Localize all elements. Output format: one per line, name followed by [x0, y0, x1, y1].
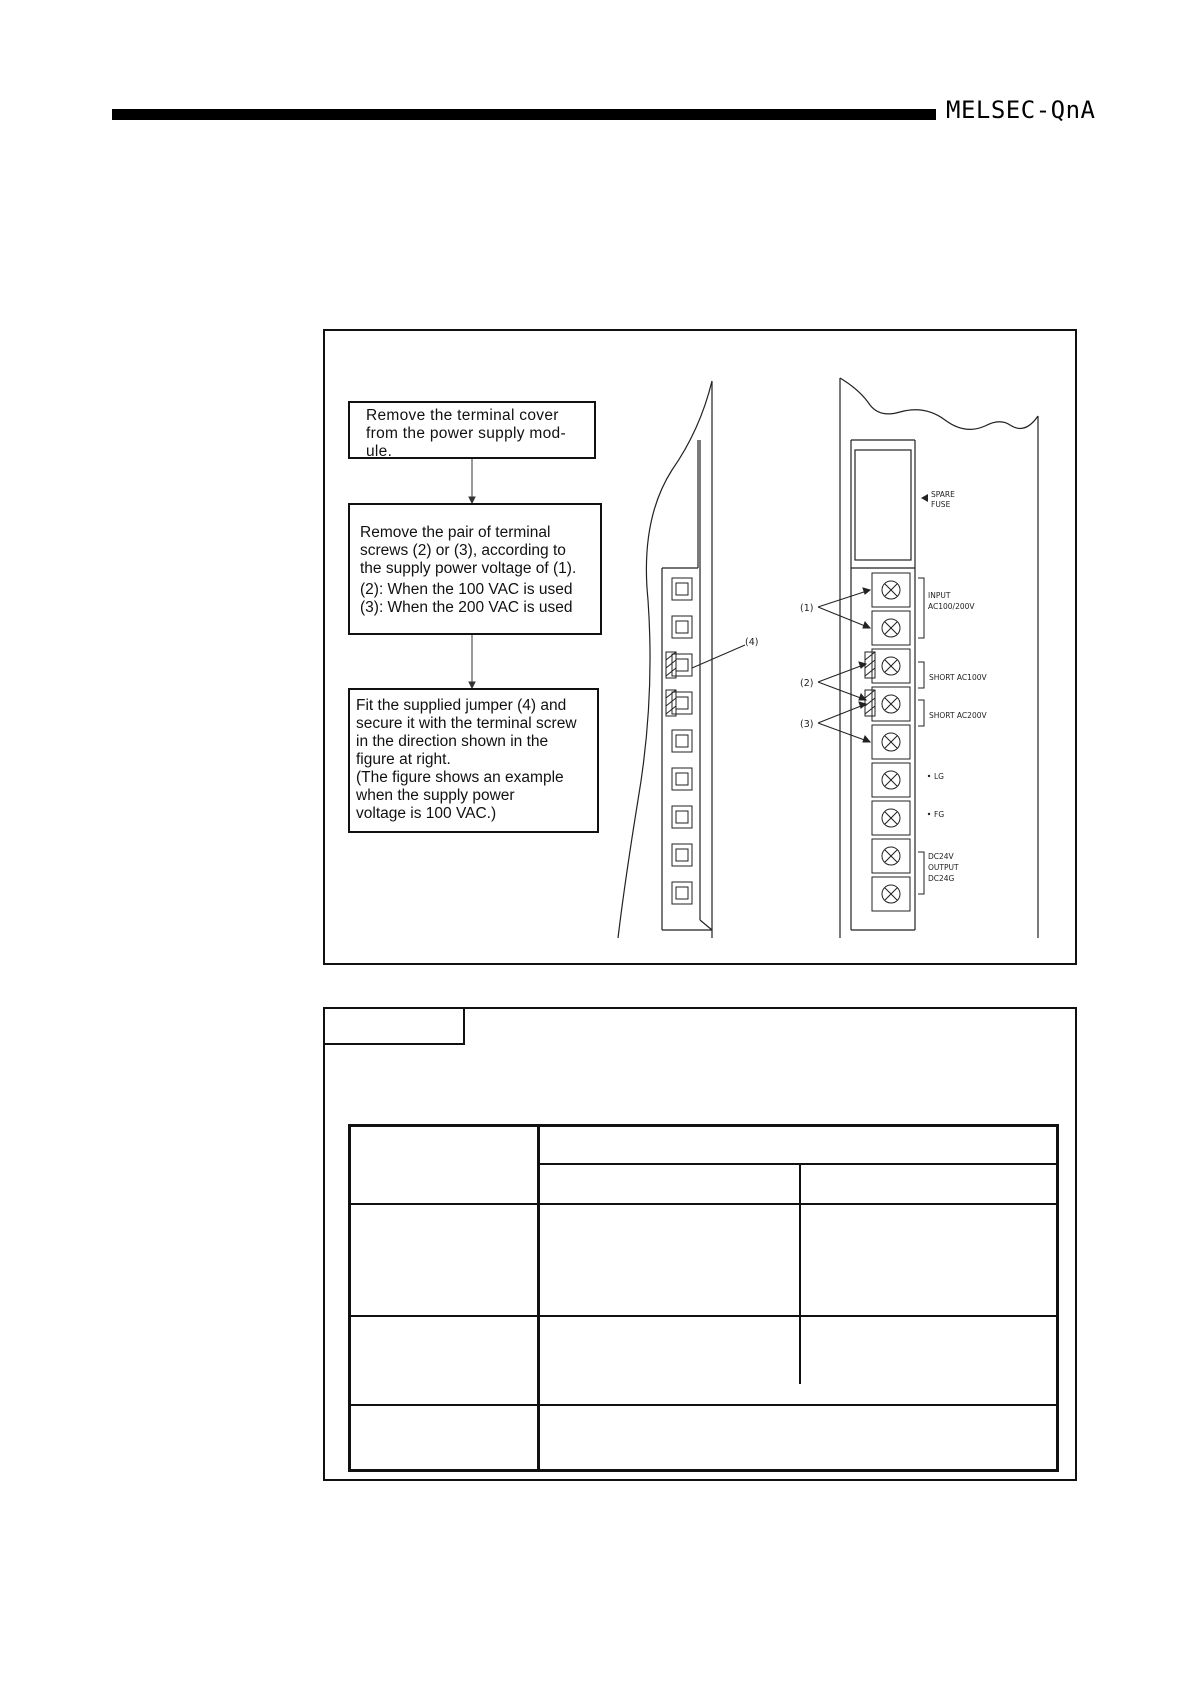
step-2-line: Remove the pair of terminal: [360, 524, 551, 541]
step-2-line: screws (2) or (3), according to: [360, 542, 566, 559]
step-3-box: [348, 688, 599, 833]
table-hline: [537, 1163, 1059, 1165]
callout-2-label: (2): [800, 678, 814, 689]
table-vline: [537, 1124, 540, 1472]
step-3-line: in the direction shown in the: [356, 733, 549, 750]
header-title: MELSEC-QnA: [946, 96, 1096, 124]
table-hline: [348, 1404, 1059, 1406]
short-ac200v-label: SHORT AC200V: [929, 711, 987, 720]
callout-1-label: (1): [800, 603, 814, 614]
spare-fuse-label: SPARE FUSE: [931, 490, 955, 509]
step-2-line: the supply power voltage of (1).: [360, 560, 577, 577]
step-3-line: when the supply power: [356, 787, 515, 804]
fg-label: FG: [934, 810, 945, 819]
table-vline: [799, 1163, 801, 1384]
spare-fuse-pointer: [921, 494, 928, 502]
step-3-line: voltage is 100 VAC.): [356, 805, 497, 822]
step-1-line: ule.: [366, 443, 393, 460]
lg-label: LG: [934, 772, 944, 781]
step-1-line: from the power supply mod-: [366, 425, 566, 442]
step-1-box: [348, 401, 596, 459]
dc-output-label: DC24V OUTPUT DC24G: [928, 852, 959, 883]
side-terminal-screws: [672, 578, 692, 904]
step-1-line: Remove the terminal cover: [366, 407, 559, 424]
step-3-line: figure at right.: [356, 751, 451, 768]
step-2-line: (2): When the 100 VAC is used: [360, 581, 573, 598]
front-terminal-screws: [872, 573, 910, 911]
step-2-box: [348, 503, 602, 635]
callout-3-label: (3): [800, 719, 814, 730]
callout-arrows: [818, 588, 870, 742]
table-hline: [348, 1315, 1059, 1317]
step-3-line: Fit the supplied jumper (4) and: [356, 697, 567, 714]
step-3-line: secure it with the terminal screw: [356, 715, 577, 732]
lg-bullet: [928, 775, 930, 777]
module-side-view: [618, 381, 712, 938]
step-3-line: (The figure shows an example: [356, 769, 564, 786]
fg-bullet: [928, 813, 930, 815]
point-tab: [323, 1007, 465, 1045]
input-label: INPUT AC100/200V: [928, 591, 975, 611]
short-ac100v-label: SHORT AC100V: [929, 673, 987, 682]
table-hline: [348, 1203, 1059, 1205]
terminal-brackets: [918, 578, 924, 894]
jumper-callout-label: (4): [745, 637, 759, 648]
spec-table: [348, 1124, 1059, 1472]
step-2-line: (3): When the 200 VAC is used: [360, 599, 573, 616]
